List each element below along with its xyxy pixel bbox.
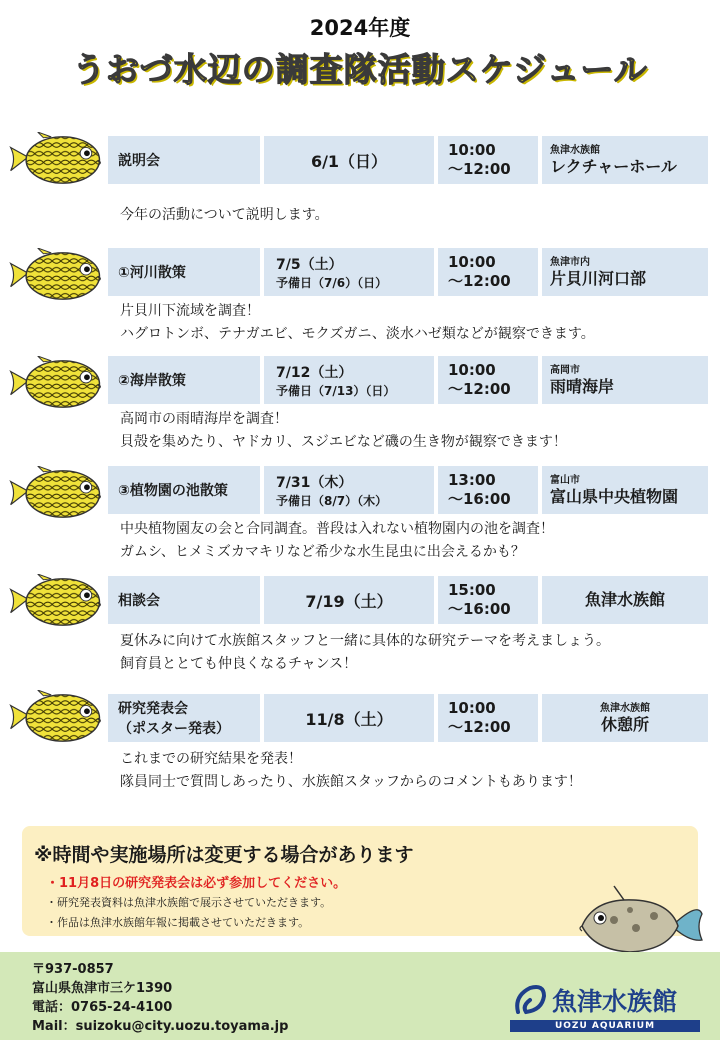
footer <box>0 952 720 1040</box>
event-name: ③植物園の池散策 <box>108 466 260 514</box>
event-time: 15:00 ～16:00 <box>438 576 538 624</box>
event-place: 魚津水族館 休憩所 <box>542 694 708 742</box>
event-time: 10:00 ～12:00 <box>438 356 538 404</box>
event-place: 高岡市 雨晴海岸 <box>542 356 708 404</box>
event-place: 魚津水族館 レクチャーホール <box>542 136 708 184</box>
notice-important: ・11月8日の研究発表会は必ず参加してください。 <box>46 876 347 891</box>
event-time: 10:00 ～12:00 <box>438 694 538 742</box>
event-time: 10:00 ～12:00 <box>438 136 538 184</box>
boxfish-icon <box>8 132 106 188</box>
event-date: 7/31（木） 予備日（8/7）（木） <box>264 466 434 514</box>
boxfish-icon <box>8 356 106 412</box>
logo-subtext: UOZU AQUARIUM <box>510 1020 700 1032</box>
event-date: 7/5（土） 予備日（7/6）（日） <box>264 248 434 296</box>
event-place: 魚津水族館 <box>542 576 708 624</box>
address: 富山県魚津市三ケ1390 <box>32 981 173 996</box>
event-description: 夏休みに向けて水族館スタッフと一緒に具体的な研究テーマを考えましょう。 飼育員ととても仲良くなるチャンス！ <box>120 633 610 672</box>
event-time: 10:00 ～12:00 <box>438 248 538 296</box>
event-name: ①河川散策 <box>108 248 260 296</box>
event-description: これまでの研究結果を発表！ 隊員同士で質問しあったり、水族館スタッフからのコメントもあります！ <box>120 751 582 790</box>
email: Mail：suizoku@city.uozu.toyama.jp <box>32 1019 289 1034</box>
boxfish-icon <box>8 248 106 304</box>
event-place: 魚津市内 片貝川河口部 <box>542 248 708 296</box>
event-time: 13:00 ～16:00 <box>438 466 538 514</box>
year-heading: 2024年度 <box>309 16 411 40</box>
contact-info <box>32 960 288 1036</box>
event-name: ②海岸散策 <box>108 356 260 404</box>
event-date: 7/12（土） 予備日（7/13）（日） <box>264 356 434 404</box>
event-description: 今年の活動について説明します。 <box>120 207 329 223</box>
logo-text: 魚津水族館 <box>552 987 678 1016</box>
event-description: 高岡市の雨晴海岸を調査！ 貝殻を集めたり、ヤドカリ、スジエビなど磯の生き物が観察できます！ <box>120 411 567 450</box>
event-name: 相談会 <box>108 576 260 624</box>
event-name: 説明会 <box>108 136 260 184</box>
aquarium-logo <box>510 982 706 1036</box>
postal-code: 〒937-0857 <box>32 962 114 977</box>
event-date: 6/1（日） <box>264 136 434 184</box>
event-description: 中央植物園友の会と合同調査。普段は入れない植物園内の池を調査！ ガムシ、ヒメミズカマキリなど希少な水生昆虫に出会えるかも？ <box>120 521 554 560</box>
event-name: 研究発表会 （ポスター発表） <box>108 694 260 742</box>
notice-line: ・作品は魚津水族館年報に掲載させていただきます。 <box>46 916 310 929</box>
aquarium-logo-mark-icon <box>512 982 548 1018</box>
event-description: 片貝川下流域を調査！ ハグロトンボ、テナガエビ、モクズガニ、淡水ハゼ類などが観察できます。 <box>120 303 595 342</box>
notice-line: ・研究発表資料は魚津水族館で展示させていただきます。 <box>46 896 332 909</box>
header <box>0 0 720 110</box>
event-date: 11/8（土） <box>264 694 434 742</box>
boxfish-icon <box>8 466 106 522</box>
notice-heading: ※時間や実施場所は変更する場合があります <box>34 844 414 866</box>
boxfish-icon <box>8 690 106 746</box>
page-title: うおづ水辺の調査隊活動スケジュール <box>72 50 648 89</box>
event-place: 富山市 富山県中央植物園 <box>542 466 708 514</box>
phone: 電話：0765-24-4100 <box>32 1000 173 1015</box>
event-date: 7/19（土） <box>264 576 434 624</box>
boxfish-icon <box>8 574 106 630</box>
